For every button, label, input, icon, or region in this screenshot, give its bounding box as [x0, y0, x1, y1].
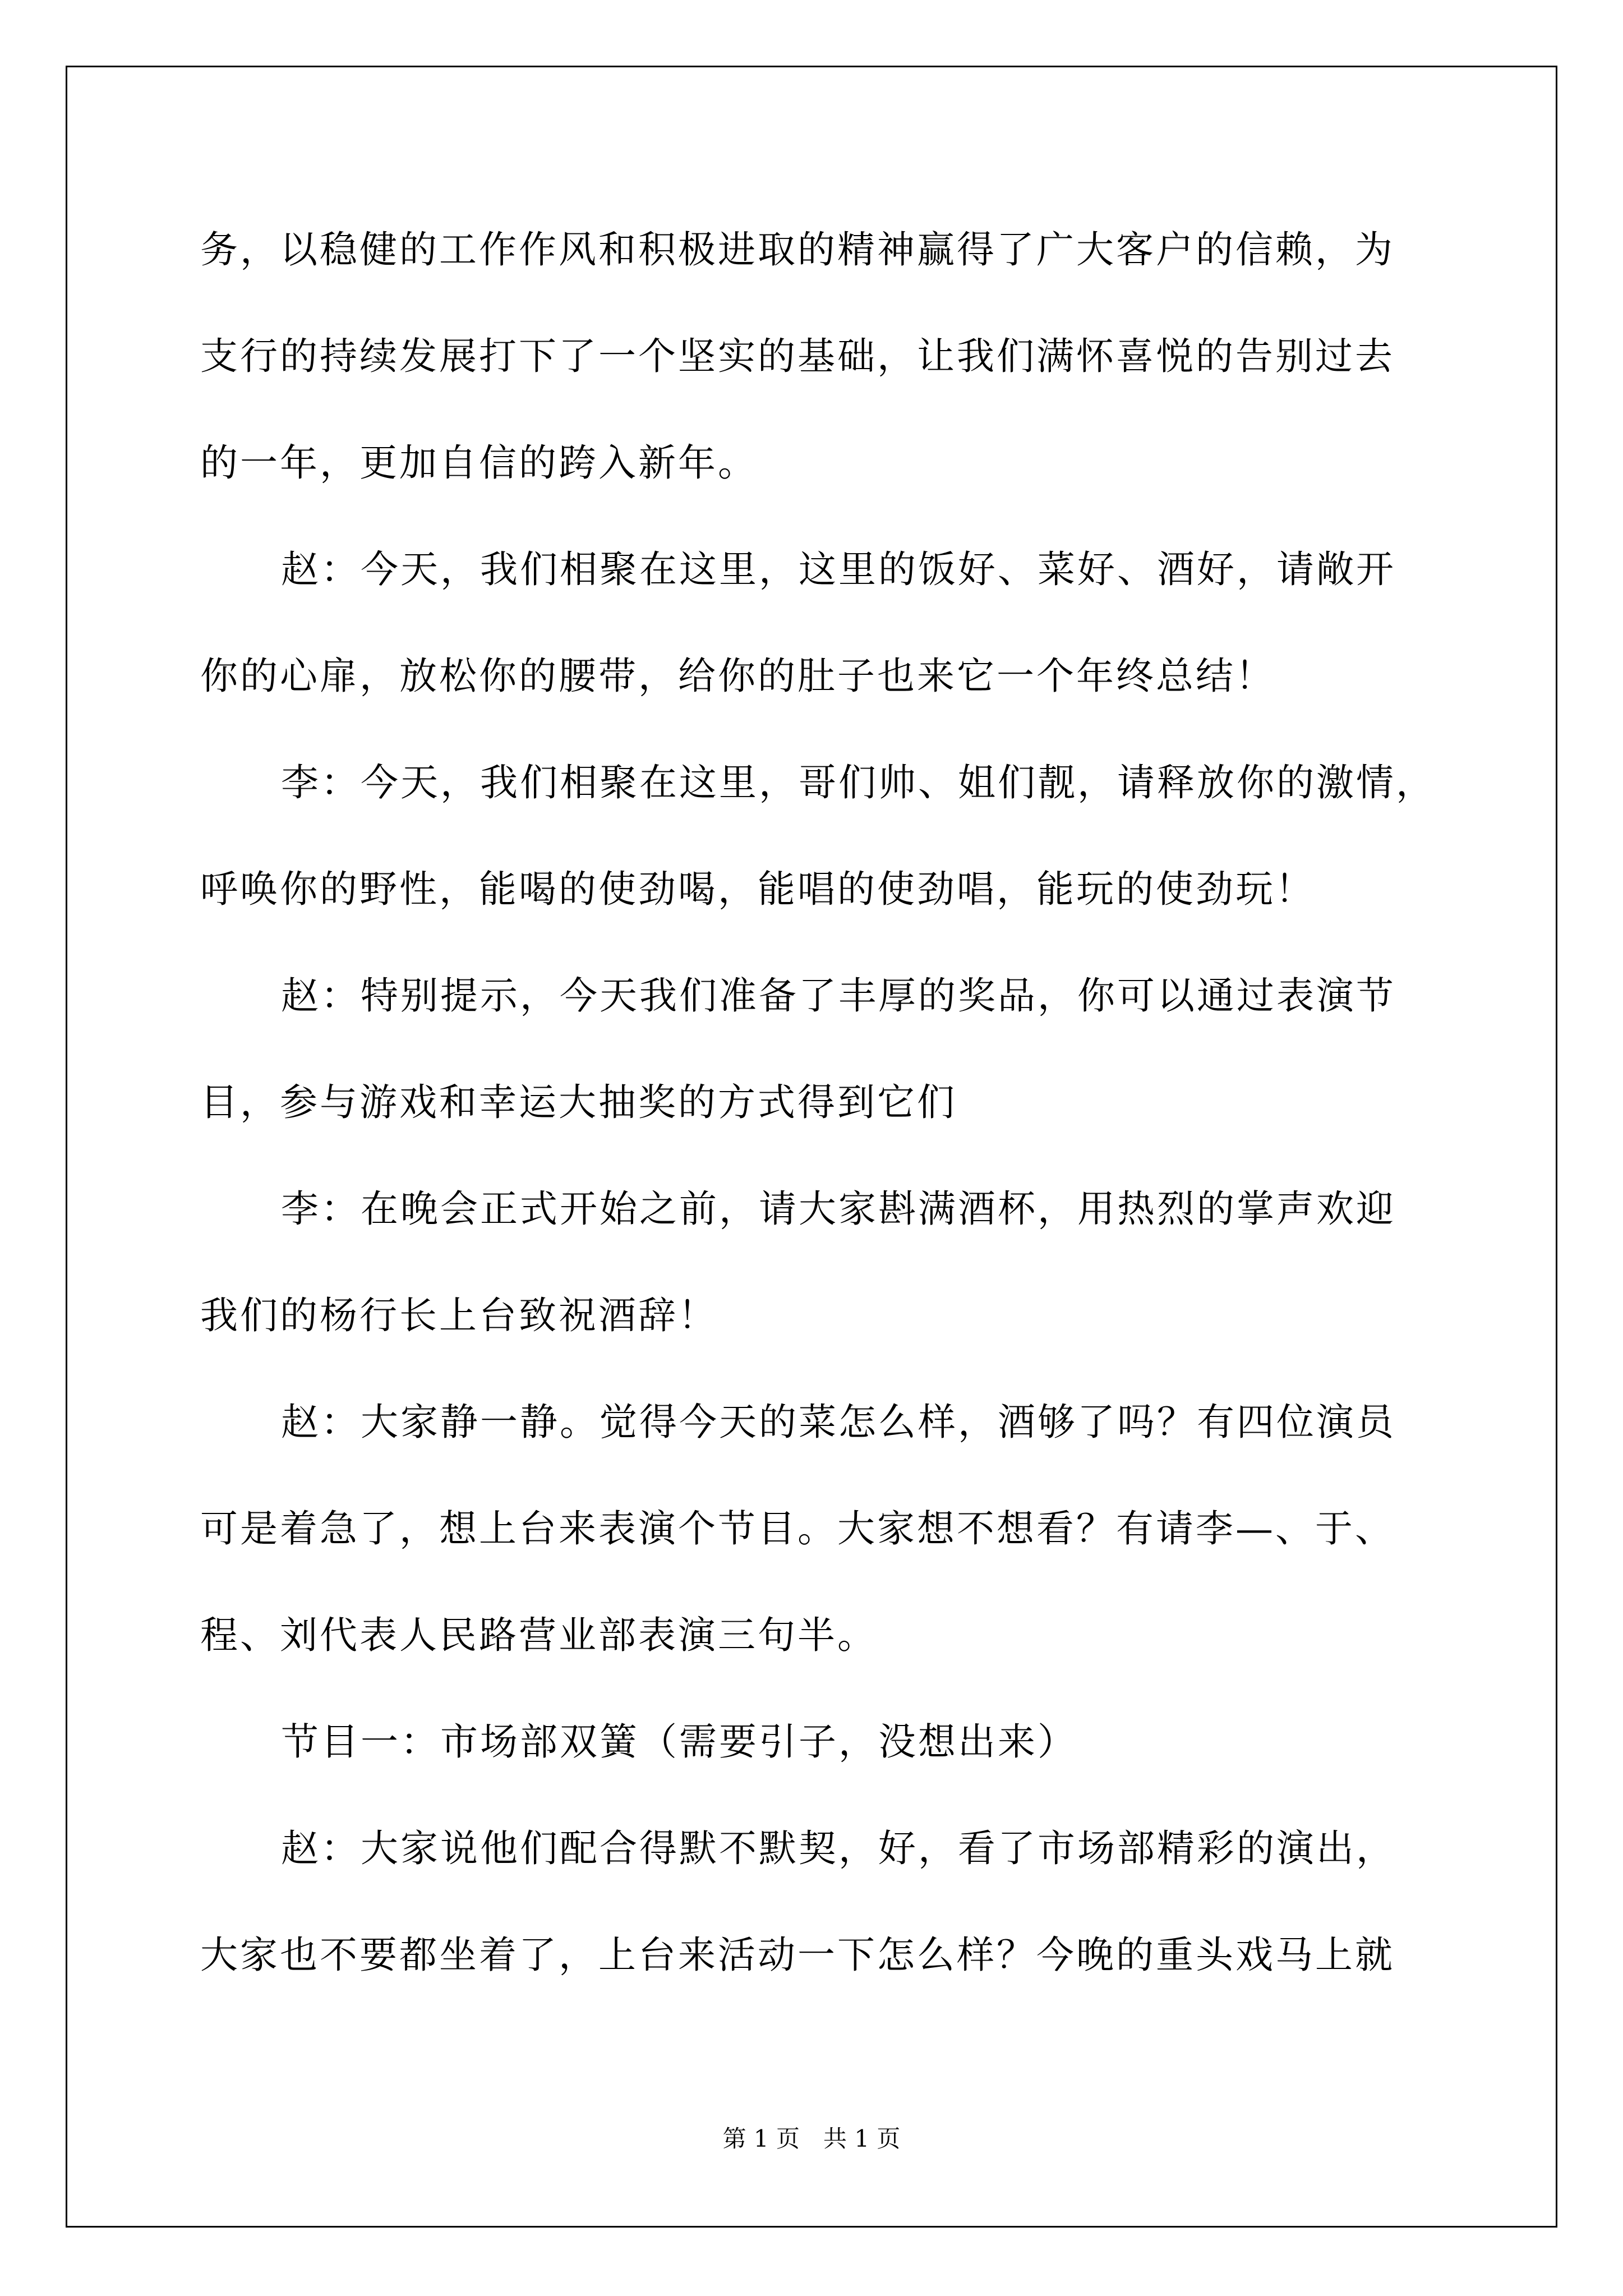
text-line: 赵：大家静一静。觉得今天的菜怎么样，酒够了吗？有四位演员 [281, 1400, 1396, 1444]
text-line: 程、刘代表人民路营业部表演三句半。 [200, 1613, 877, 1657]
text-line: 务，以稳健的工作作风和积极进取的精神赢得了广大客户的信赖，为 [200, 228, 1395, 272]
text-line: 的一年，更加自信的跨入新年。 [200, 441, 758, 485]
text-line: 大家也不要都坐着了，上台来活动一下怎么样？今晚的重头戏马上就 [200, 1933, 1395, 1977]
text-line: 赵：大家说他们配合得默不默契，好，看了市场部精彩的演出， [281, 1826, 1396, 1870]
page-border [66, 66, 1557, 2228]
text-line: 呼唤你的野性，能喝的使劲喝，能唱的使劲唱，能玩的使劲玩！ [200, 867, 1315, 911]
text-line: 我们的杨行长上台致祝酒辞！ [200, 1294, 718, 1337]
text-line: 支行的持续发展打下了一个坚实的基础，让我们满怀喜悦的告别过去 [200, 334, 1395, 378]
text-line: 你的心扉，放松你的腰带，给你的肚子也来它一个年终总结！ [200, 654, 1275, 698]
text-line: 赵：今天，我们相聚在这里，这里的饭好、菜好、酒好，请敞开 [281, 547, 1396, 591]
text-line: 可是着急了，想上台来表演个节目。大家想不想看？有请李—、于、 [200, 1507, 1395, 1550]
text-line: 节目一：市场部双簧（需要引子，没想出来） [281, 1720, 1077, 1764]
text-line: 目，参与游戏和幸运大抽奖的方式得到它们 [200, 1080, 957, 1124]
page-number-footer: 第 1 页 共 1 页 [722, 2125, 901, 2152]
text-line: 赵：特别提示，今天我们准备了丰厚的奖品，你可以通过表演节 [281, 974, 1396, 1018]
text-line: 李：今天，我们相聚在这里，哥们帅、姐们靓，请释放你的激情， [281, 761, 1436, 804]
text-line: 李：在晚会正式开始之前，请大家斟满酒杯，用热烈的掌声欢迎 [281, 1187, 1396, 1231]
